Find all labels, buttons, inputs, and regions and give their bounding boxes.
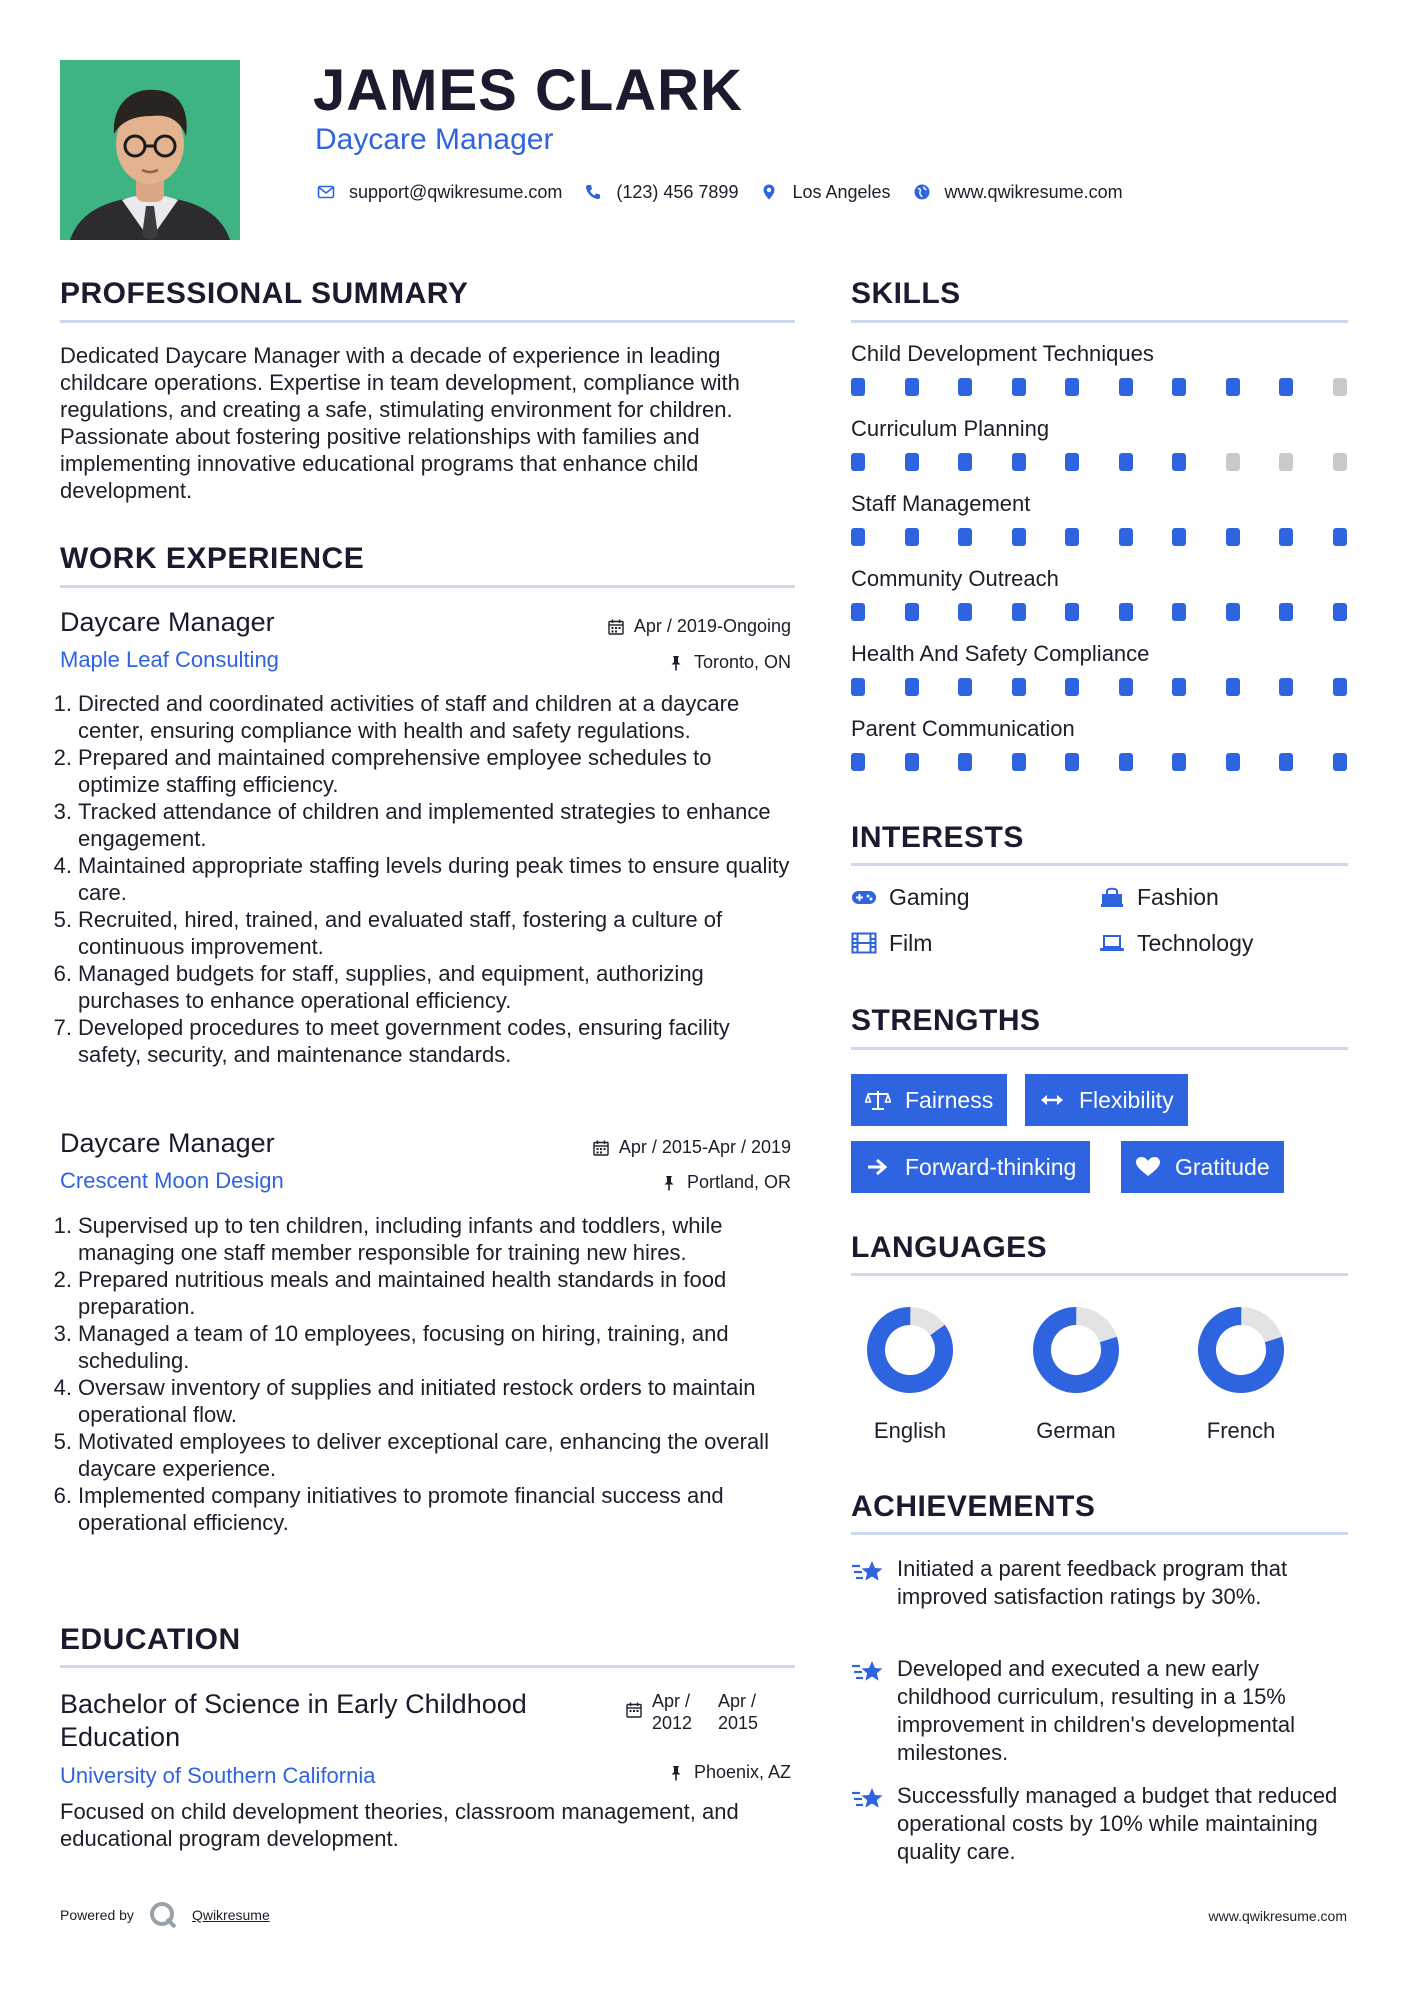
achievement-text: Initiated a parent feedback program that improved satisfaction ratings by 30%. — [897, 1556, 1288, 1609]
language-item — [1181, 1305, 1301, 1445]
powered-by-label: Powered by — [60, 1907, 134, 1923]
job-title: Daycare Manager — [60, 1128, 275, 1158]
skills-heading: SKILLS — [851, 277, 961, 310]
language-name: English — [873, 1418, 947, 1443]
skill-dot-filled — [1065, 378, 1079, 396]
shooting-star-icon — [851, 1557, 885, 1587]
skill-dot-filled — [958, 378, 972, 396]
skill-dot-filled — [1119, 453, 1133, 471]
skill-rating — [851, 678, 1351, 696]
language-gauge — [865, 1305, 955, 1395]
list-item: 3. Managed a team of 10 employees, focusing on hiring, training, and scheduling. — [53, 1321, 729, 1373]
calendar-icon — [608, 619, 624, 635]
skill-dot-filled — [1119, 678, 1133, 696]
achievement-item — [851, 1655, 1351, 1767]
skill-dot-filled — [1226, 753, 1240, 771]
job-dates — [593, 1137, 791, 1158]
skill-item — [851, 490, 1351, 546]
language-item — [1016, 1305, 1136, 1445]
arrow-right-icon — [865, 1156, 891, 1178]
education-divider — [60, 1665, 795, 1668]
interests-divider — [851, 863, 1348, 866]
skill-dot-filled — [905, 453, 919, 471]
skill-dot-filled — [1012, 453, 1026, 471]
list-item: 1. Supervised up to ten children, including infants and toddlers, while managing one staff member responsible for training new hires. — [53, 1213, 723, 1265]
list-item: 4. Maintained appropriate staffing levels during peak times to ensure quality care. — [53, 853, 790, 905]
achievements-divider — [851, 1532, 1348, 1535]
degree-title: Bachelor of Science in Early Childhood Education — [60, 1689, 527, 1752]
skill-dot-filled — [1012, 678, 1026, 696]
qwikresume-logo-icon — [148, 1900, 178, 1930]
job-dates-text: Apr / 2015-Apr / 2019 — [618, 1137, 791, 1157]
calendar-icon — [593, 1140, 609, 1156]
skill-dot-filled — [1333, 678, 1347, 696]
achievement-text: Successfully managed a budget that reduced operational costs by 10% while maintaining quality care. — [897, 1783, 1338, 1864]
skill-dot-filled — [851, 678, 865, 696]
contact-website-text: www.qwikresume.com — [944, 181, 1123, 202]
interest-film — [851, 929, 932, 957]
globe-icon — [911, 181, 933, 203]
list-item: 5. Motivated employees to deliver exceptional care, enhancing the overall daycare experience. — [53, 1429, 769, 1481]
summary-text: Dedicated Daycare Manager with a decade of experience in leading childcare operations. Expertise in team development, compliance with regulations, and creating a safe, stimulating environment for children. Passionate about fostering positive relationships with families and implementing innovative educational programs that enhance child development. — [60, 343, 740, 503]
skill-dot-filled — [905, 603, 919, 621]
skill-dot-filled — [1119, 378, 1133, 396]
contact-website[interactable] — [911, 181, 1123, 203]
skill-name: Health And Safety Compliance — [851, 641, 1150, 666]
skill-dot-filled — [958, 678, 972, 696]
map-pin-icon — [758, 181, 780, 203]
shooting-star-icon — [851, 1784, 885, 1814]
skill-dot-filled — [1279, 753, 1293, 771]
skill-dot-filled — [1172, 603, 1186, 621]
skill-dot-filled — [1065, 678, 1079, 696]
strengths-heading: STRENGTHS — [851, 1004, 1041, 1037]
skill-dot-filled — [958, 528, 972, 546]
job-location-text: Toronto, ON — [693, 652, 791, 672]
education-heading: EDUCATION — [60, 1623, 241, 1656]
skill-item — [851, 340, 1351, 396]
education-description: Focused on child development theories, classroom management, and educational program development. — [60, 1799, 739, 1851]
skill-dot-filled — [1226, 378, 1240, 396]
list-item: 2. Prepared and maintained comprehensive employee schedules to optimize staffing efficiency. — [53, 745, 712, 797]
strength-label: Fairness — [905, 1086, 994, 1113]
languages-divider — [851, 1273, 1348, 1276]
skill-dot-filled — [1065, 603, 1079, 621]
skills-divider — [851, 320, 1348, 323]
skill-item — [851, 640, 1351, 696]
contact-location — [758, 181, 890, 203]
language-name: French — [1206, 1418, 1276, 1443]
contact-bar — [315, 178, 1143, 206]
footer-url[interactable]: www.qwikresume.com — [1208, 1908, 1347, 1924]
skill-dot-filled — [851, 453, 865, 471]
list-item: 2. Prepared nutritious meals and maintained health standards in food preparation. — [53, 1267, 727, 1319]
skill-name: Staff Management — [851, 491, 1031, 516]
heart-icon — [1135, 1156, 1161, 1178]
language-gauge-fill — [865, 1305, 955, 1395]
skill-dot-filled — [1172, 453, 1186, 471]
achievement-text: Developed and executed a new early childhood curriculum, resulting in a 15% improvement in children's developmental milestones. — [897, 1656, 1295, 1765]
strength-tag-fairness — [851, 1074, 1007, 1126]
strengths-divider — [851, 1047, 1348, 1050]
skill-dot-filled — [1012, 753, 1026, 771]
job-title: Daycare Manager — [60, 607, 275, 637]
strength-tag-flexibility — [1025, 1074, 1188, 1126]
list-item: 3. Tracked attendance of children and implemented strategies to enhance engagement. — [53, 799, 771, 851]
list-item: 7. Developed procedures to meet government codes, ensuring facility safety, security, and maintenance standards. — [53, 1015, 730, 1067]
skill-dot-filled — [905, 528, 919, 546]
interest-gaming — [851, 883, 970, 911]
calendar-icon — [626, 1702, 642, 1718]
skill-dot-filled — [1119, 528, 1133, 546]
language-item — [850, 1305, 970, 1445]
education-end-date: Apr / 2015 — [718, 1691, 759, 1733]
skill-dot-filled — [1333, 603, 1347, 621]
skill-dot-filled — [1119, 603, 1133, 621]
envelope-icon — [315, 181, 337, 203]
summary-heading: PROFESSIONAL SUMMARY — [60, 277, 469, 310]
experience-heading: WORK EXPERIENCE — [60, 542, 365, 575]
skill-dot-filled — [1065, 453, 1079, 471]
skill-dot-filled — [958, 603, 972, 621]
balance-scale-icon — [865, 1089, 891, 1111]
skill-dot-filled — [1172, 678, 1186, 696]
skill-dot-filled — [851, 753, 865, 771]
education-start-date: Apr / 2012 — [652, 1691, 693, 1733]
interest-technology — [1099, 929, 1253, 957]
skill-dot-filled — [851, 378, 865, 396]
skill-name: Curriculum Planning — [851, 416, 1050, 441]
contact-email[interactable] — [315, 181, 562, 203]
contact-phone-text: (123) 456 7899 — [616, 181, 739, 202]
school-location — [668, 1762, 791, 1783]
skill-dot-filled — [1333, 528, 1347, 546]
job-location-text: Portland, OR — [686, 1172, 791, 1192]
contact-phone[interactable] — [582, 181, 738, 203]
skill-dot-filled — [1226, 678, 1240, 696]
skill-rating — [851, 753, 1351, 771]
laptop-icon — [1099, 932, 1125, 954]
job-company: Maple Leaf Consulting — [60, 647, 279, 672]
candidate-role: Daycare Manager — [315, 123, 554, 156]
skill-dot-filled — [1012, 378, 1026, 396]
languages-heading: LANGUAGES — [851, 1231, 1048, 1264]
skill-dot-filled — [1172, 378, 1186, 396]
list-item: 5. Recruited, hired, trained, and evaluated staff, fostering a culture of continuous improvement. — [53, 907, 723, 959]
brand-link[interactable]: Qwikresume — [191, 1907, 270, 1923]
shooting-star-icon — [851, 1657, 885, 1687]
achievement-item — [851, 1782, 1351, 1866]
interest-label: Fashion — [1137, 884, 1219, 910]
language-gauge — [1031, 1305, 1121, 1395]
job-dates-text: Apr / 2019-Ongoing — [633, 616, 791, 636]
skill-dot-filled — [851, 528, 865, 546]
film-icon — [851, 932, 877, 954]
strength-label: Gratitude — [1175, 1153, 1270, 1180]
pushpin-icon — [661, 1175, 677, 1191]
job-duties-list — [48, 690, 798, 1068]
skill-name: Community Outreach — [851, 566, 1059, 591]
phone-icon — [582, 181, 604, 203]
language-gauge — [1196, 1305, 1286, 1395]
skill-dot-filled — [1226, 528, 1240, 546]
skill-dot-empty — [1279, 453, 1293, 471]
experience-divider — [60, 585, 795, 588]
powered-by — [60, 1900, 270, 1930]
profile-photo — [60, 60, 240, 240]
skill-dot-filled — [1012, 528, 1026, 546]
education-dates — [626, 1690, 784, 1734]
arrows-horizontal-icon — [1039, 1089, 1065, 1111]
job-company: Crescent Moon Design — [60, 1168, 284, 1193]
skill-item — [851, 715, 1351, 771]
interests-heading: INTERESTS — [851, 821, 1024, 854]
skill-item — [851, 565, 1351, 621]
skill-dot-filled — [905, 678, 919, 696]
skill-rating — [851, 528, 1351, 546]
job-location — [661, 1172, 791, 1193]
profile-photo-illustration — [60, 60, 240, 240]
strength-tag-forward-thinking — [851, 1141, 1090, 1193]
skill-name: Parent Communication — [851, 716, 1075, 741]
list-item: 1. Directed and coordinated activities of staff and children at a daycare center, ensuring compliance with health and safety regulations. — [53, 691, 740, 743]
skill-dot-empty — [1333, 378, 1347, 396]
skill-rating — [851, 453, 1351, 471]
language-name: German — [1036, 1418, 1116, 1443]
interest-label: Gaming — [889, 884, 970, 910]
interest-label: Technology — [1137, 930, 1254, 956]
skill-dot-filled — [1279, 528, 1293, 546]
skill-dot-filled — [1333, 753, 1347, 771]
school-location-text: Phoenix, AZ — [693, 1762, 791, 1782]
list-item: 6. Implemented company initiatives to promote financial success and operational efficiency. — [53, 1483, 724, 1535]
achievement-item — [851, 1555, 1351, 1611]
candidate-name: JAMES CLARK — [313, 58, 743, 123]
contact-email-text: support@qwikresume.com — [349, 181, 563, 202]
skill-name: Child Development Techniques — [851, 341, 1154, 366]
skill-dot-filled — [1279, 603, 1293, 621]
skill-dot-filled — [958, 753, 972, 771]
strength-label: Flexibility — [1079, 1086, 1174, 1113]
interest-fashion — [1099, 883, 1219, 911]
skill-dot-filled — [1119, 753, 1133, 771]
skill-dot-filled — [1012, 603, 1026, 621]
job-location — [668, 652, 791, 673]
pushpin-icon — [668, 655, 684, 671]
skill-rating — [851, 603, 1351, 621]
skill-dot-filled — [905, 753, 919, 771]
skill-dot-filled — [1172, 753, 1186, 771]
contact-location-text: Los Angeles — [792, 181, 891, 202]
list-item: 4. Oversaw inventory of supplies and initiated restock orders to maintain operational flow. — [53, 1375, 756, 1427]
job-duties-list — [48, 1212, 798, 1536]
interest-label: Film — [889, 930, 933, 956]
strength-label: Forward-thinking — [905, 1153, 1077, 1180]
skill-dot-empty — [1333, 453, 1347, 471]
strength-tag-gratitude — [1121, 1141, 1284, 1193]
skill-dot-filled — [1226, 603, 1240, 621]
skill-dot-filled — [1065, 528, 1079, 546]
skill-dot-filled — [1279, 678, 1293, 696]
job-dates — [608, 616, 791, 637]
school-name: University of Southern California — [60, 1763, 376, 1788]
skill-item — [851, 415, 1351, 471]
skill-rating — [851, 378, 1351, 396]
skill-dot-filled — [905, 378, 919, 396]
skill-dot-empty — [1226, 453, 1240, 471]
skill-dot-filled — [1279, 378, 1293, 396]
skill-dot-filled — [1065, 753, 1079, 771]
list-item: 6. Managed budgets for staff, supplies, and equipment, authorizing purchases to enhance operational efficiency. — [53, 961, 704, 1013]
skill-dot-filled — [1172, 528, 1186, 546]
achievements-heading: ACHIEVEMENTS — [851, 1490, 1096, 1523]
summary-divider — [60, 320, 795, 323]
pushpin-icon — [668, 1765, 684, 1781]
skill-dot-filled — [851, 603, 865, 621]
shopping-bag-icon — [1099, 886, 1125, 908]
skill-dot-filled — [958, 453, 972, 471]
gamepad-icon — [851, 886, 877, 908]
